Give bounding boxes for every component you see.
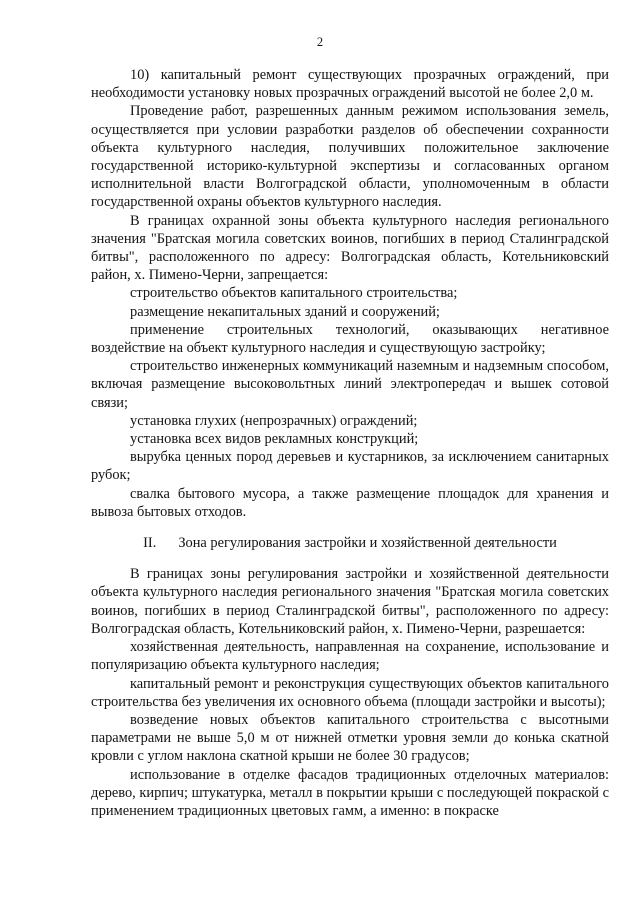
prohibition-item: свалка бытового мусора, а также размещение площадок для хранения и вывоза бытовых отходов. xyxy=(91,485,609,520)
permission-item: использование в отделке фасадов традиционных отделочных материалов: дерево, кирпич; штукатурка, металл в покрытии крыши с последующей покраской с применением традиционных цветовых гамм, а именно: в покраске xyxy=(91,766,609,819)
document-body xyxy=(91,66,609,820)
paragraph-protection-zone-intro: В границах охранной зоны объекта культурного наследия регионального значения "Братская могила советских воинов, погибших в период Сталинградской битвы", расположенного по адресу: Волгоградская область, Котельниковский район, х. Пимено-Черни, запрещается: xyxy=(91,212,609,284)
permission-item: капитальный ремонт и реконструкция существующих объектов капитального строительства без увеличения их основного объема (площади застройки и высоты); xyxy=(91,675,609,710)
permission-item: хозяйственная деятельность, направленная на сохранение, использование и популяризацию объекта культурного наследия; xyxy=(91,639,609,674)
paragraph-works-conditions: Проведение работ, разрешенных данным режимом использования земель, осуществляется при условии разработки разделов об обеспечении сохранности объекта культурного наследия, получивших положительное заключение государственной историко-культурной экспертизы и согласованных органом исполнительной власти Волгоградской области, уполномоченным в области государственной охраны объектов культурного наследия. xyxy=(91,103,609,211)
prohibition-item: строительство объектов капитального строительства; xyxy=(130,285,458,302)
prohibition-item: установка глухих (непрозрачных) ограждений; xyxy=(130,412,418,429)
permission-item: возведение новых объектов капитального строительства с высотными параметрами не выше 5,0 м от нижней отметки уровня земли до конька скатной кровли с углом наклона скатной крыши не более 30 градусов; xyxy=(91,711,609,765)
paragraph-item-10: 10) капитальный ремонт существующих прозрачных ограждений, при необходимости установку новых прозрачных ограждений высотой не более 2,0 м. xyxy=(91,67,609,102)
prohibition-item: вырубка ценных пород деревьев и кустарников, за исключением санитарных рубок; xyxy=(91,449,609,484)
prohibition-item: размещение некапитальных зданий и сооружений; xyxy=(130,303,440,320)
section-title: Зона регулирования застройки и хозяйственной деятельности xyxy=(178,535,557,552)
page-number: 2 xyxy=(316,35,324,49)
prohibition-item: установка всех видов рекламных конструкций; xyxy=(130,431,419,448)
section-number: II. xyxy=(143,535,157,552)
paragraph-regulation-zone-intro: В границах зоны регулирования застройки и хозяйственной деятельности объекта культурного наследия регионального значения "Братская могила советских воинов, погибших в период Сталинградской битвы", расположенного по адресу: Волгоградская область, Котельниковский район, х. Пимено-Черни, разрешается: xyxy=(91,566,609,637)
prohibition-item: применение строительных технологий, оказывающих негативное воздействие на объект культурного наследия и существующую застройку; xyxy=(91,321,609,357)
section-heading xyxy=(91,534,609,552)
prohibition-item: строительство инженерных коммуникаций наземным и надземным способом, включая размещение высоковольтных линий электропередач и вышек сотовой связи; xyxy=(91,358,609,411)
